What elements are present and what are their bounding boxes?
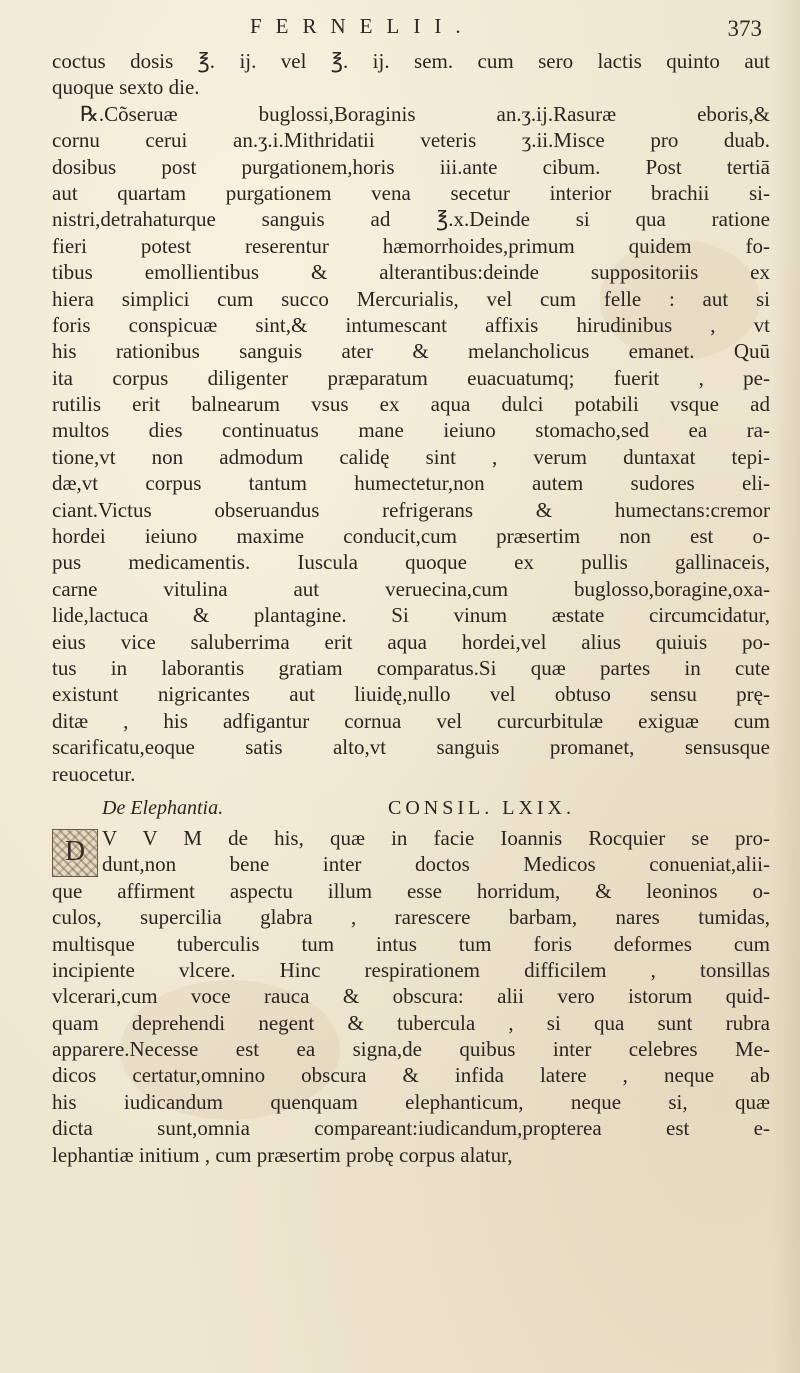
text-line: pus medicamentis. Iuscula quoque ex pullis gallinaceis, xyxy=(52,550,770,575)
consilium-title: CONSIL. LXIX. xyxy=(388,796,575,819)
text-line: ciant.Victus obseruandus refrigerans & humectans:cremor xyxy=(52,497,770,522)
text-line: hordei ieiuno maxime conducit,cum præsertim non est o- xyxy=(52,524,770,549)
text-line: coctus dosis ℥. ij. vel ℥. ij. sem. cum sero lactis quinto aut xyxy=(52,49,770,73)
text-line: cornu cerui an.ʒ.i.Mithridatii veteris ʒ.ii.Misce pro duab. xyxy=(52,128,770,153)
page-number: 373 xyxy=(727,16,762,41)
text-line: fieri potest reserentur hæmorrhoides,primum quidem fo- xyxy=(52,233,770,258)
text-line: culos, supercilia glabra , rarescere barbam, nares tumidas, xyxy=(52,905,770,930)
text-line: aut quartam purgationem vena secetur interior brachii si- xyxy=(52,180,770,205)
text-line: incipiente vlcere. Hinc respirationem difficilem , tonsillas xyxy=(52,957,770,982)
text-line: que affirment aspectu illum esse horridum, & leoninos o- xyxy=(52,878,770,903)
text-line: carne vitulina aut veruecina,cum buglosso,boragine,oxa- xyxy=(52,576,770,601)
text-line: dunt,non bene inter doctos Medicos conueniat,alii- xyxy=(102,852,770,877)
text-line: vlcerari,cum voce rauca & obscura: alii vero istorum quid- xyxy=(52,984,770,1009)
indented-lines xyxy=(52,825,770,878)
text-line: dicta sunt,omnia compareant:iudicandum,propterea est e- xyxy=(52,1116,770,1141)
text-line: apparere.Necesse est ea signa,de quibus inter celebres Me- xyxy=(52,1037,770,1062)
text-line: ditæ , his adfigantur cornua vel curcurbitulæ exiguæ cum xyxy=(52,708,770,733)
text-line: tus in laborantis gratiam comparatus.Si quæ partes in cute xyxy=(52,655,770,680)
drop-cap-letter: D xyxy=(64,835,86,867)
text-line: nistri,detrahaturque sanguis ad ℥.x.Deinde si qua ratione xyxy=(52,207,770,232)
text-line: quoque sexto die. xyxy=(52,75,200,100)
text-line: hiera simplici cum succo Mercurialis, vel cum felle : aut si xyxy=(52,286,770,311)
paragraph-3 xyxy=(52,825,770,1168)
text-line: dæ,vt corpus tantum humectetur,non autem sudores eli- xyxy=(52,471,770,496)
text-block xyxy=(52,48,770,1168)
text-line: eius vice saluberrima erit aqua hordei,vel alius quiuis po- xyxy=(52,629,770,654)
paragraph-2-body xyxy=(52,127,770,787)
text-line: his rationibus sanguis ater & melancholicus emanet. Quū xyxy=(52,339,770,364)
section-label: De Elephantia. xyxy=(102,796,224,819)
text-line: multisque tuberculis tum intus tum foris deformes cum xyxy=(52,931,770,956)
text-line: existunt nigricantes aut liuidę,nullo vel obtuso sensu prę- xyxy=(52,682,770,707)
paragraph-1 xyxy=(52,48,770,101)
page-header xyxy=(140,14,770,44)
paragraph-2 xyxy=(80,101,770,127)
text-line: dosibus post purgationem,horis iii.ante cibum. Post tertiā xyxy=(52,154,770,179)
text-line: multos dies continuatus mane ieiuno stomacho,sed ea ra- xyxy=(52,418,770,443)
text-line: tibus emollientibus & alterantibus:deinde suppositoriis ex xyxy=(52,260,770,285)
text-line: ita corpus diligenter præparatum euacuatumq; fuerit , pe- xyxy=(52,365,770,390)
text-line: reuocetur. xyxy=(52,761,136,786)
text-line: his iudicandum quenquam elephanticum, neque si, quæ xyxy=(52,1089,770,1114)
text-line: quam deprehendi negent & tubercula , si qua sunt rubra xyxy=(52,1010,770,1035)
text-line: V V M de his, quæ in facie Ioannis Rocquier se pro- xyxy=(102,825,770,850)
text-line: lephantiæ initium , cum præsertim probę corpus alatur, xyxy=(52,1142,513,1167)
text-line: rutilis erit balnearum vsus ex aqua dulci potabili vsque ad xyxy=(52,392,770,417)
text-line: scarificatu,eoque satis alto,vt sanguis promanet, sensusque xyxy=(52,735,770,760)
text-line: tione,vt non admodum calidę sint , verum duntaxat tepi- xyxy=(52,444,770,469)
running-title: FERNELII. xyxy=(250,14,475,38)
text-line: foris conspicuæ sint,& intumescant affixis hirudinibus , vt xyxy=(52,312,770,337)
text-line: dicos certatur,omnino obscura & infida latere , neque ab xyxy=(52,1063,770,1088)
consilium-heading xyxy=(52,795,770,825)
text-line: lide,lactuca & plantagine. Si vinum æstate circumcidatur, xyxy=(52,603,770,628)
text-line: ℞.Cõseruæ buglossi,Boraginis an.ʒ.ij.Rasuræ eboris,& xyxy=(80,101,770,126)
